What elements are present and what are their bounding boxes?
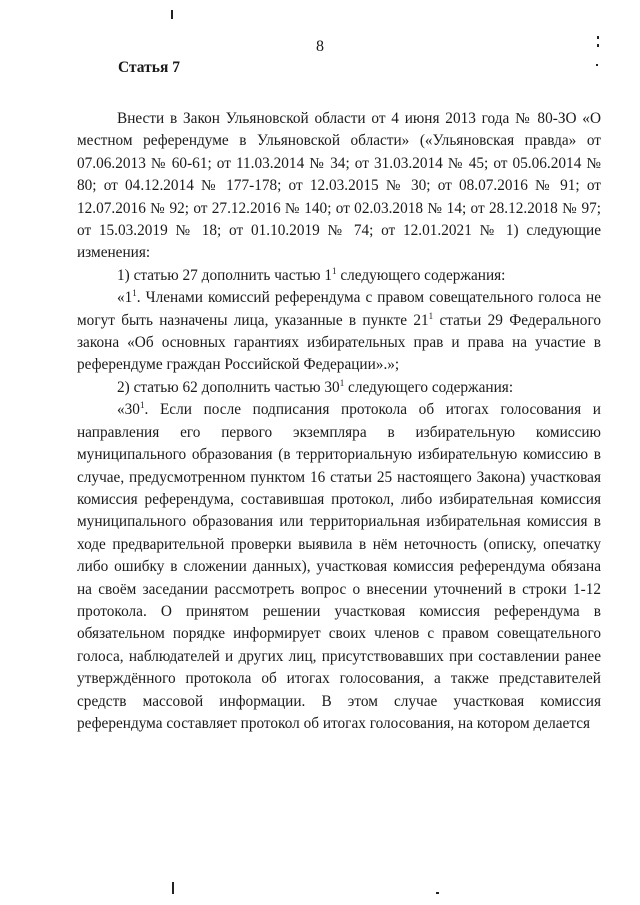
superscript: 1 [332,265,337,276]
paragraph-text: Внести в Закон Ульяновской области от 4 июня 2013 года № 80-ЗО «О местном референдуме в Ульяновской области» («Ульяновская правда» от 07.06.2013 № 60-61; от 11.03.2014 № 34; от 31.03.2014 № 45; от 05.06.2014 № 80; от 04.12.2014 № 177-178; от 12.03.2015 № 30; от 08.07.2016 № 91; от 12.07.2016 № 92; от 27.12.2016 № 140; от 02.03.2018 № 14; от 28.12.2018 № 97; от 15.03.2019 № 18; от 01.10.2019 № 74; от 12.01.2021 № 1) следующие изменения: [77,110,601,262]
paragraph-text: следующего содержания: [344,378,514,396]
scan-speck [171,10,173,19]
document-body [77,108,601,735]
page-number: 8 [316,38,324,55]
superscript: 1 [339,377,345,388]
paragraph-text: 2) статью 62 дополнить частью 30 [117,378,340,396]
superscript: 1 [132,288,137,299]
article-title: Статья 7 [118,59,180,76]
superscript: 1 [428,310,434,321]
paragraph-text: следующего содержания: [336,266,506,284]
paragraph-item-2 [77,377,601,399]
paragraph-text: «1 [117,289,133,307]
scan-speck [596,64,598,66]
scan-speck [436,892,439,894]
paragraph-item-1 [77,265,601,287]
paragraph-text: 1) статью 27 дополнить частью 1 [117,266,333,284]
paragraph-intro [77,108,601,265]
paragraph-quote-2 [77,399,601,735]
paragraph-text: . Если после подписания протокола об итогах голосования и направления его первого экземпляра в избирательную комиссию муниципального образования (в территориальную избирательную комиссию в случае, предусмотренном пунктом 16 статьи 25 настоящего Закона) участковая комиссия референдума, составившая протокол, либо избирательная комиссия муниципального образования или территориальная избирательная комиссия в ходе предварительной проверки выявила в нём неточность (описку, опечатку либо ошибку в сложении данных), участковая комиссия референдума обязана на своём заседании рассмотреть вопрос о внесении уточнений в строки 1-12 протокола. О принятом решении участковая комиссия референдума в обязательном порядке информирует своих членов с правом совещательного голоса, наблюдателей и других лиц, присутствовавших при составлении ранее утверждённого протокола об итогах голосования, а также представителей средств массовой информации. В этом случае участковая комиссия референдума составляет протокол об итогах голосования, на котором делается [77,401,601,732]
superscript: 1 [139,400,145,411]
scan-speck [172,882,174,894]
paragraph-text: статьи 29 Федерального закона «Об основных гарантиях избирательных прав и права на участие в референдуме граждан Российской Федерации».»; [77,311,601,374]
paragraph-text: . Членами комиссий референдума с правом совещательного голоса не могут быть назначены лица, указанные в пункте 21 [77,289,601,329]
paragraph-quote-1 [77,287,601,377]
paragraph-text: «30 [117,401,140,419]
